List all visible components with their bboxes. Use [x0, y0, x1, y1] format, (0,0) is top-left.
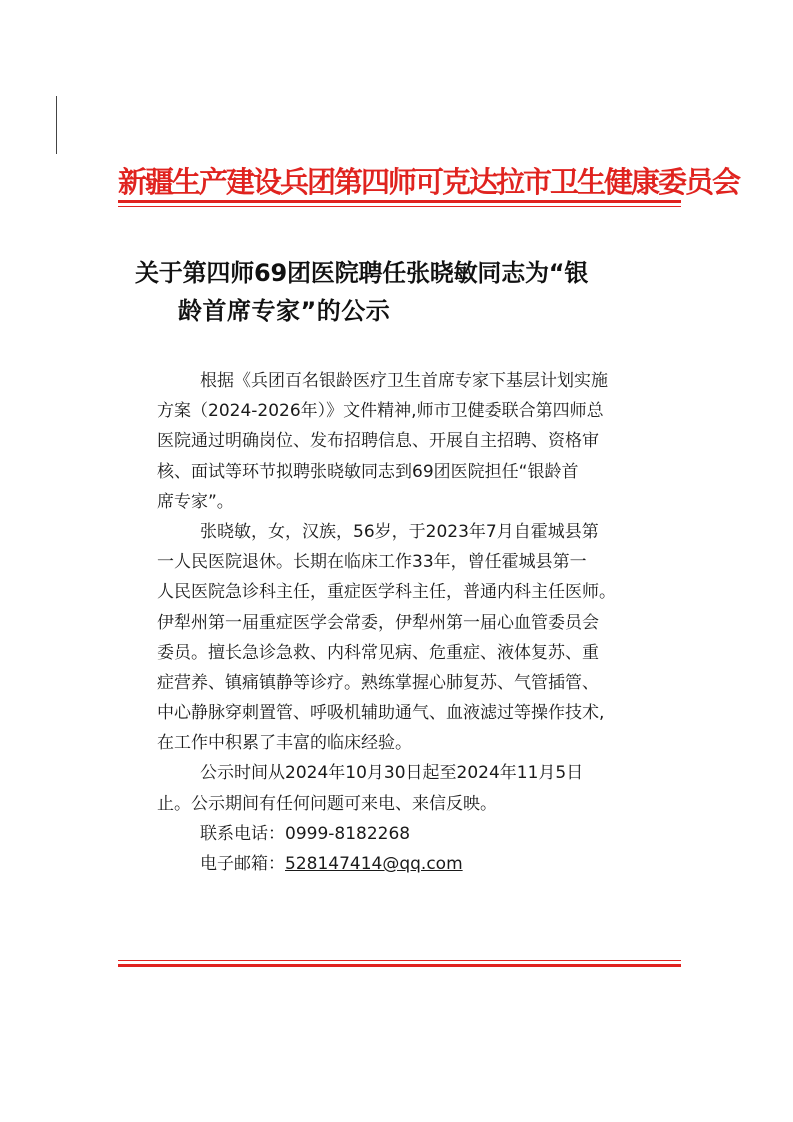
paragraph-2-line: 人民医院急诊科主任，重症医学科主任，普通内科主任医师。	[157, 582, 616, 603]
letterhead-issuer: 新疆生产建设兵团第四师可克达拉市卫生健康委员会	[118, 165, 740, 199]
paragraph-2-line: 在工作中积累了丰富的临床经验。	[157, 733, 412, 754]
contact-email-link[interactable]: 528147414@qq.com	[285, 854, 463, 874]
letterhead-rule-thick	[118, 200, 681, 203]
title-line-1: 关于第四师69团医院聘任张晓敏同志为“银	[135, 259, 589, 287]
footer-rule-thick	[118, 964, 681, 967]
contact-phone-row	[157, 819, 657, 849]
paragraph-1-line: 方案（2024-2026年）》文件精神,师市卫健委联合第四师总	[157, 401, 604, 422]
paragraph-1-line: 医院通过明确岗位、发布招聘信息、开展自主招聘、资格审	[157, 431, 599, 452]
paragraph-2-line: 张晓敏，女，汉族，56岁，于2023年7月自霍城县第	[200, 521, 599, 542]
paragraph-2-line: 委员。擅长急诊急救、内科常见病、危重症、液体复苏、重	[157, 642, 599, 663]
document-body	[157, 366, 657, 879]
contact-phone-number: 0999-8182268	[285, 823, 411, 844]
paragraph-2-line: 一人民医院退休。长期在临床工作33年，曾任霍城县第一	[157, 552, 587, 573]
paragraph-2-line: 中心静脉穿刺置管、呼吸机辅助通气、血液滤过等操作技术,	[157, 703, 605, 724]
contact-email-row	[157, 849, 657, 879]
paragraph-3-line: 止。公示期间有任何问题可来电、来信反映。	[157, 793, 497, 814]
paragraph-1-line: 席专家”。	[157, 491, 234, 512]
letterhead-rule-thin	[118, 206, 681, 207]
footer-rule-thin	[118, 960, 681, 961]
paragraph-3-line: 公示时间从2024年10月30日起至2024年11月5日	[200, 763, 584, 784]
document-title	[135, 254, 665, 330]
paragraph-1-line: 核、面试等环节拟聘张晓敏同志到69团医院担任“银龄首	[157, 461, 579, 482]
paragraph-2-line: 症营养、镇痛镇静等诊疗。熟练掌握心肺复苏、气管插管、	[157, 672, 599, 693]
scan-edge-mark	[56, 96, 57, 154]
contact-email-label: 电子邮箱：	[200, 854, 285, 874]
contact-phone-label: 联系电话：	[200, 823, 285, 844]
paragraph-1-line: 根据《兵团百名银龄医疗卫生首席专家下基层计划实施	[200, 371, 608, 391]
title-line-2: 龄首席专家”的公示	[178, 297, 391, 325]
paragraph-2-line: 伊犁州第一届重症医学会常委，伊犁州第一届心血管委员会	[157, 612, 599, 633]
